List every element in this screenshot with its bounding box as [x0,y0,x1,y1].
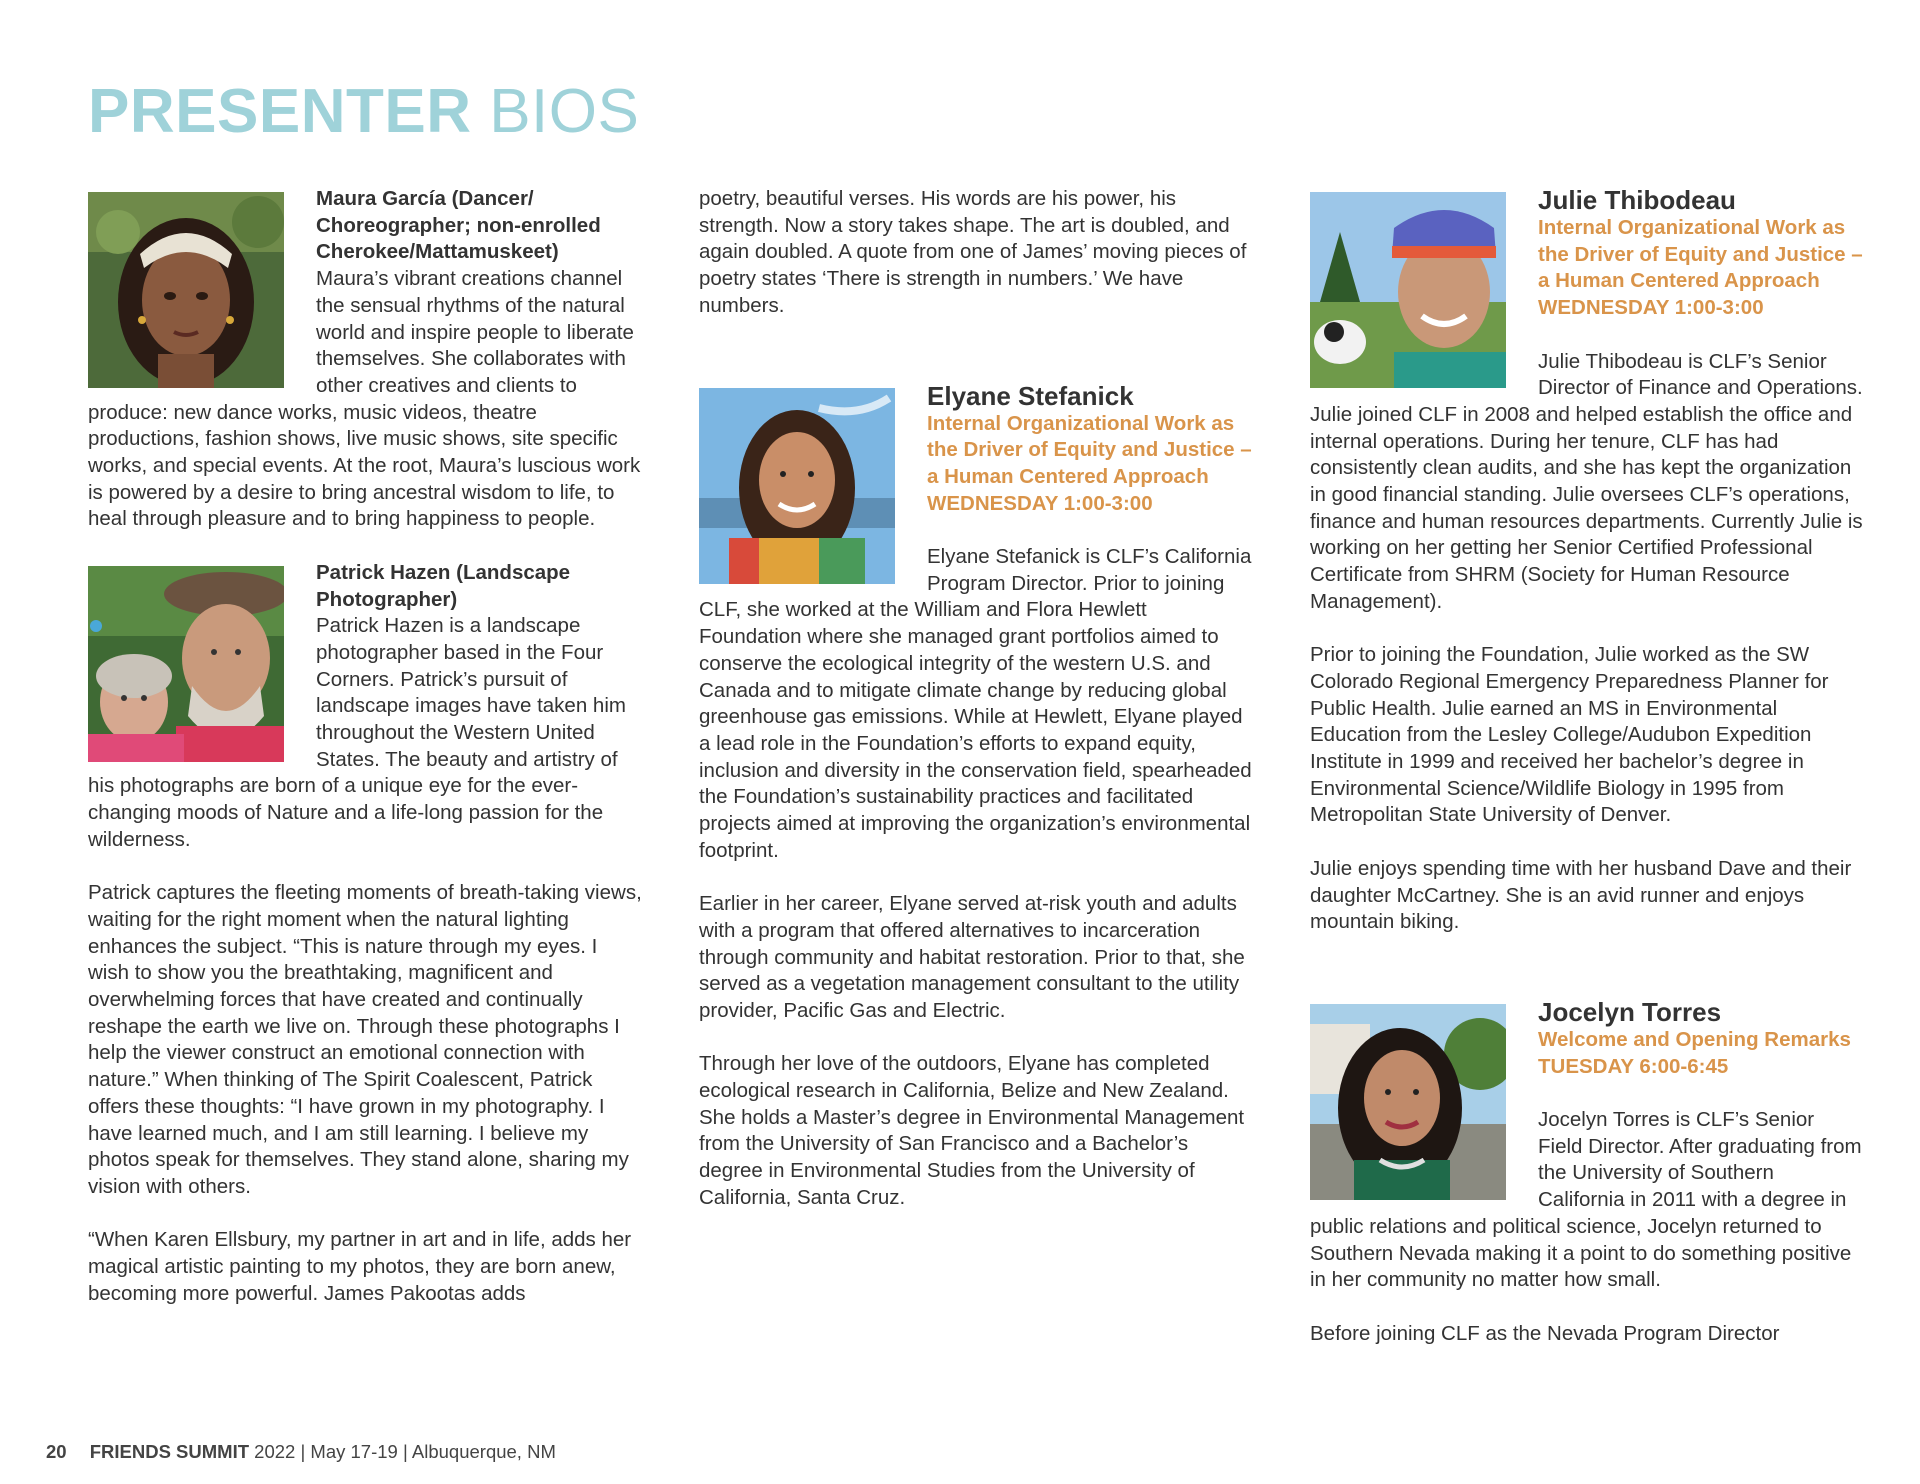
bio-session-jocelyn-torres: Welcome and Opening Remarks [1538,1027,1851,1051]
portrait-image [1310,192,1506,388]
page-title-bold: PRESENTER [88,77,472,146]
bio-elyane-stefanick [699,382,1253,865]
bio-text-patrick-hazen-continued: poetry, beautiful verses. His words are his power, his strength. Now a story takes shape. The art is doubled, and again doubled. A quote from one of James’ moving pieces of poetry states ‘There is strength in numbers.’ We have numbers. [699,187,1247,317]
bio-session-elyane-stefanick: Internal Organizational Work as the Driver of Equity and Justice – a Human Centered Approach [927,411,1252,488]
bio-text-elyane-stefanick-3: Through her love of the outdoors, Elyane has completed ecological research in California, Belize and New Zealand. She holds a Master’s degree in Environmental Management from the University of San Francisco and a Bachelor’s degree in Environmental Studies from the University of California, Santa Cruz. [699,1052,1245,1209]
bio-name-jocelyn-torres: Jocelyn Torres [1538,997,1722,1027]
page-footer [46,1440,556,1464]
bio-text-jocelyn-torres-1: Jocelyn Torres is CLF’s Senior Field Director. After graduating from the University of Southern California in 2011 with a degree in public relations and political science, Jocelyn returned to Southern Nevada making it a point to do something positive in her community no matter how small. [1310,1108,1862,1292]
photo-julie-thibodeau [1310,192,1506,388]
photo-maura-garcia [88,192,284,388]
bio-text-elyane-stefanick-2: Earlier in her career, Elyane served at-risk youth and adults with a program that offered alternatives to incarceration through community and habitat restoration. Prior to that, she served as a vegetation management consultant to the utility provider, Pacific Gas and Electric. [699,892,1245,1022]
bio-name-maura-garcia: Maura García (Dancer/ Choreographer; non-enrolled Cherokee/Mattamuskeet) [316,187,601,264]
bio-julie-thibodeau [1310,186,1864,616]
bio-text-patrick-hazen-3: “When Karen Ellsbury, my partner in art and in life, adds her magical artistic painting to my photos, they are born anew, becoming more powerful. James Pakootas adds [88,1228,632,1305]
portrait-image [88,566,284,762]
bio-text-patrick-hazen-2: Patrick captures the fleeting moments of breath-taking views, waiting for the right moment when the natural lighting enhances the subject. “This is nature through my eyes. I wish to show you the breathtaking, magnificent and overwhelming forces that have created and continually reshape the earth we live on. Through these photographs I help the viewer construct an emotional connection with nature.” When thinking of The Spirit Coalescent, Patrick offers these thoughts: “I have grown in my photography. I have learned much, and I am still learning. I believe my photos speak for themselves. They stand alone, sharing my vision with others. [88,881,642,1198]
column-1 [88,186,642,1307]
bio-text-julie-thibodeau-2: Prior to joining the Foundation, Julie worked as the SW Colorado Regional Emergency Preparedness Planner for Public Health. Julie earned an MS in Environmental Education from the Lesley College/Audubon Expedition Institute in 1999 and received her bachelor’s degree in Environmental Science/Wildlife Biology in 1995 from Metropolitan State University of Denver. [1310,643,1829,827]
event-details: | May 17-19 | Albuquerque, NM [300,1441,556,1462]
bio-maura-garcia [88,186,642,533]
page-number: 20 [46,1441,67,1462]
page-title [88,76,639,148]
bio-session-julie-thibodeau: Internal Organizational Work as the Driver of Equity and Justice – a Human Centered Approach [1538,216,1863,293]
photo-jocelyn-torres [1310,1004,1506,1200]
bio-jocelyn-torres [1310,998,1864,1294]
bio-time-jocelyn-torres: TUESDAY 6:00-6:45 [1538,1054,1729,1078]
bio-text-julie-thibodeau-3: Julie enjoys spending time with her husband Dave and their daughter McCartney. She is an avid runner and enjoys mountain biking. [1310,856,1852,934]
event-year: 2022 [254,1441,296,1462]
portrait-image [88,192,284,388]
portrait-image [1310,1004,1506,1200]
bio-name-julie-thibodeau: Julie Thibodeau [1538,186,1736,215]
bio-text-maura-garcia: Maura’s vibrant creations channel the sensual rhythms of the natural world and inspire people to liberate themselves. She collaborates with other creatives and clients to produce: new dance works, music videos, theatre productions, fashion shows, live music shows, site specific works, and special events. At the root, Maura’s luscious work is powered by a desire to bring ancestral wisdom to life, to heal through pleasure and to bring happiness to people. [88,267,641,531]
photo-patrick-hazen [88,566,284,762]
bio-text-jocelyn-torres-2: Before joining CLF as the Nevada Program Director [1310,1321,1780,1345]
portrait-image [699,388,895,584]
event-name: FRIENDS SUMMIT [89,1441,250,1462]
bio-name-patrick-hazen: Patrick Hazen (Landscape Photographer) [316,560,571,611]
bio-time-julie-thibodeau: WEDNESDAY 1:00-3:00 [1538,296,1764,320]
bio-patrick-hazen [88,560,642,854]
page-title-light: BIOS [489,77,640,146]
bio-time-elyane-stefanick: WEDNESDAY 1:00-3:00 [927,491,1153,515]
bio-name-elyane-stefanick: Elyane Stefanick [927,381,1134,411]
bio-text-patrick-hazen-1: Patrick Hazen is a landscape photographer based in the Four Corners. Patrick’s pursuit of landscape images have taken him throughout the Western United States. The beauty and artistry of his photographs are born of a unique eye for the ever-changing moods of Nature and a life-long passion for the wilderness. [88,614,626,851]
column-3 [1310,186,1864,1347]
photo-elyane-stefanick [699,388,895,584]
bio-text-elyane-stefanick-1: Elyane Stefanick is CLF’s California Program Director. Prior to joining CLF, she worked at the William and Flora Hewlett Foundation where she managed grant portfolios aimed to conserve the ecological integrity of the western U.S. and Canada and to mitigate climate change by reducing global greenhouse gas emissions. While at Hewlett, Elyane played a lead role in the Foundation’s efforts to expand equity, inclusion and diversity in the conservation field, spearheaded the Foundation’s sustainability practices and facilitated projects aimed at improving the organization’s environmental footprint. [699,545,1252,862]
column-2 [699,186,1253,1212]
bio-text-julie-thibodeau-1: Julie Thibodeau is CLF’s Senior Director of Finance and Operations. Julie joined CLF in 2008 and helped establish the office and internal operations. During her tenure, CLF has had consistently clean audits, and she has kept the organization in good financial standing. Julie oversees CLF’s operations, finance and human resources departments. Currently Julie is working on her getting her Senior Certified Professional Certificate from SHRM (Society for Human Resource Management). [1310,349,1863,613]
